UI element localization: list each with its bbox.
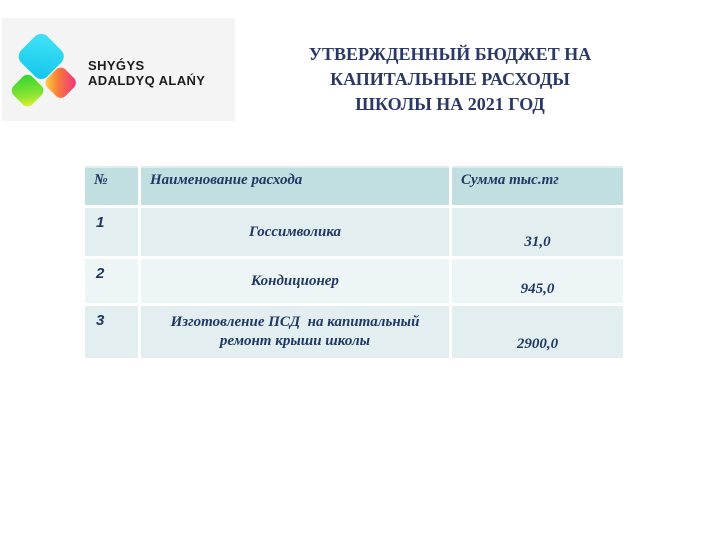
- logo-diamonds-icon: [11, 26, 89, 120]
- col-header-sum: Сумма тыс.тг: [452, 166, 623, 205]
- expense-sum-cell: 2900,0: [452, 306, 623, 358]
- logo-text: [88, 58, 205, 88]
- col-header-name: Наименование расхода: [141, 166, 449, 205]
- expense-sum-cell: 945,0: [452, 259, 623, 303]
- title-line-3: ШКОЛЫ НА 2021 ГОД: [355, 94, 545, 114]
- title-line-2: КАПИТАЛЬНЫЕ РАСХОДЫ: [330, 69, 570, 89]
- col-header-number: №: [85, 166, 138, 205]
- budget-table: [85, 166, 623, 358]
- expense-name-cell: Изготовление ПСД на капитальный ремонт крыши школы: [141, 306, 449, 358]
- row-number-cell: 1: [85, 208, 138, 256]
- logo-line1: SHYǴYS: [88, 58, 145, 73]
- row-number-cell: 2: [85, 259, 138, 303]
- row-number-cell: 3: [85, 306, 138, 358]
- logo-line2: ADALDYQ ALAŃY: [88, 73, 206, 88]
- expense-name-cell: Госсимволика: [141, 208, 449, 256]
- expense-sum-cell: 31,0: [452, 208, 623, 256]
- title-line-1: УТВЕРЖДЕННЫЙ БЮДЖЕТ НА: [308, 44, 592, 64]
- logo: [2, 18, 235, 121]
- expense-name-cell: Кондиционер: [141, 259, 449, 303]
- slide-title: [270, 42, 630, 117]
